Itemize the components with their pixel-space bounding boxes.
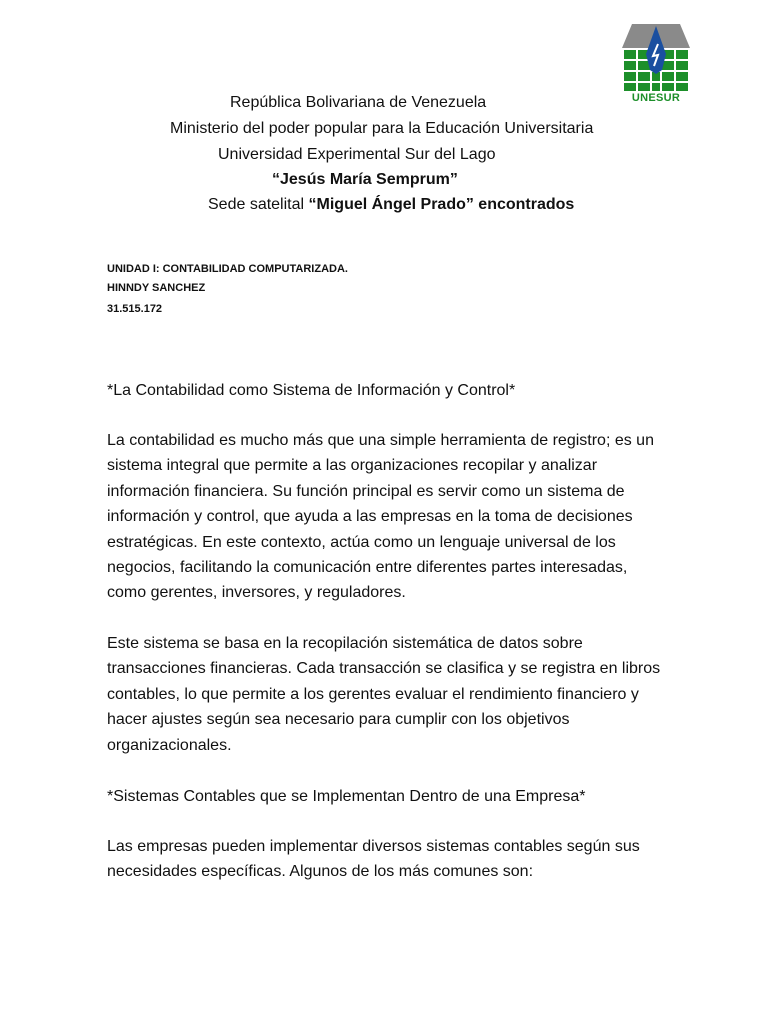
meta-student-name: HINNDY SANCHEZ bbox=[107, 282, 206, 294]
header-ministry: Ministerio del poder popular para la Educación Universitaria bbox=[170, 120, 594, 137]
unesur-logo bbox=[622, 24, 690, 106]
header-campus-name: “Miguel Ángel Prado” encontrados bbox=[308, 196, 575, 213]
unesur-emblem-icon bbox=[622, 24, 690, 94]
section-heading-2: *Sistemas Contables que se Implementan Dentro de una Empresa* bbox=[107, 788, 586, 805]
header-country: República Bolivariana de Venezuela bbox=[230, 94, 487, 111]
meta-unit: UNIDAD I: CONTABILIDAD COMPUTARIZADA. bbox=[107, 263, 348, 275]
header-university-name: “Jesús María Semprum” bbox=[272, 171, 458, 188]
paragraph-2: Este sistema se basa en la recopilación sistemática de datos sobre transacciones financieras. Cada transacción se clasifica y se registra en libros contables, lo que permite a los gerentes evaluar el rendimiento financiero y hacer ajustes según sea necesario para cumplir con los objetivos organizacionales. bbox=[107, 635, 661, 754]
meta-student-id: 31.515.172 bbox=[107, 303, 163, 315]
section-heading-1: *La Contabilidad como Sistema de Información y Control* bbox=[107, 382, 516, 399]
header-university: Universidad Experimental Sur del Lago bbox=[218, 146, 496, 163]
logo-text: UNESUR bbox=[631, 92, 681, 104]
header-campus-prefix: Sede satelital bbox=[208, 196, 309, 213]
header-campus bbox=[208, 195, 574, 215]
paragraph-3: Las empresas pueden implementar diversos sistemas contables según sus necesidades específicas. Algunos de los más comunes son: bbox=[107, 838, 640, 881]
paragraph-1: La contabilidad es mucho más que una simple herramienta de registro; es un sistema integral que permite a las organizaciones recopilar y analizar información financiera. Su función principal es servir como un sistema de información y control, que ayuda a las empresas en la toma de decisiones estratégicas. En este contexto, actúa como un lenguaje universal de los negocios, facilitando la comunicación entre diferentes partes interesadas, como gerentes, inversores, y reguladores. bbox=[107, 432, 654, 602]
